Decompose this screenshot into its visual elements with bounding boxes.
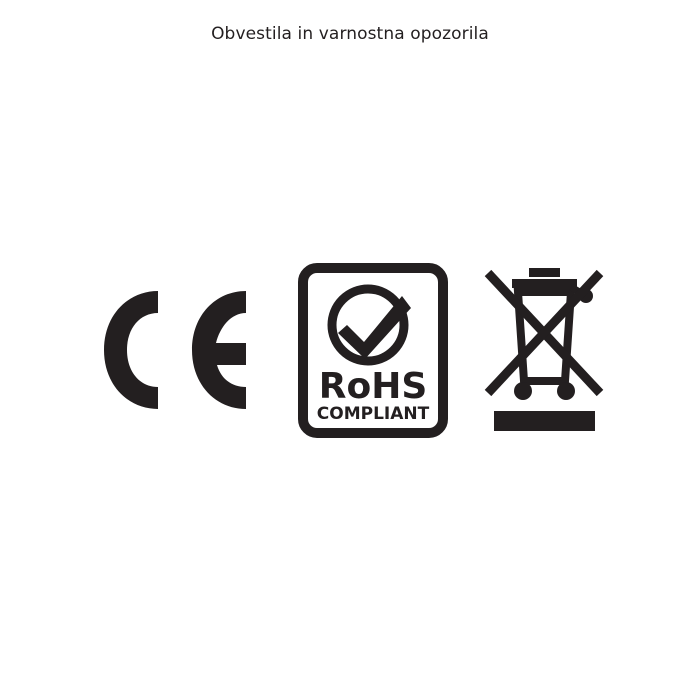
ce-marking-icon: [94, 275, 264, 425]
page-title: Obvestila in varnostna opozorila: [211, 24, 489, 44]
rohs-text-line2: COMPLIANT: [316, 403, 429, 424]
rohs-compliant-icon: [298, 263, 448, 438]
ce-mark: [94, 275, 264, 425]
rohs-text-line1: RoHS: [318, 365, 427, 407]
weee-crossed-out-wheelie-bin-icon: [482, 263, 607, 438]
compliance-marks-row: [0, 255, 700, 445]
weee-mark: [482, 263, 607, 438]
rohs-mark: [298, 263, 448, 438]
